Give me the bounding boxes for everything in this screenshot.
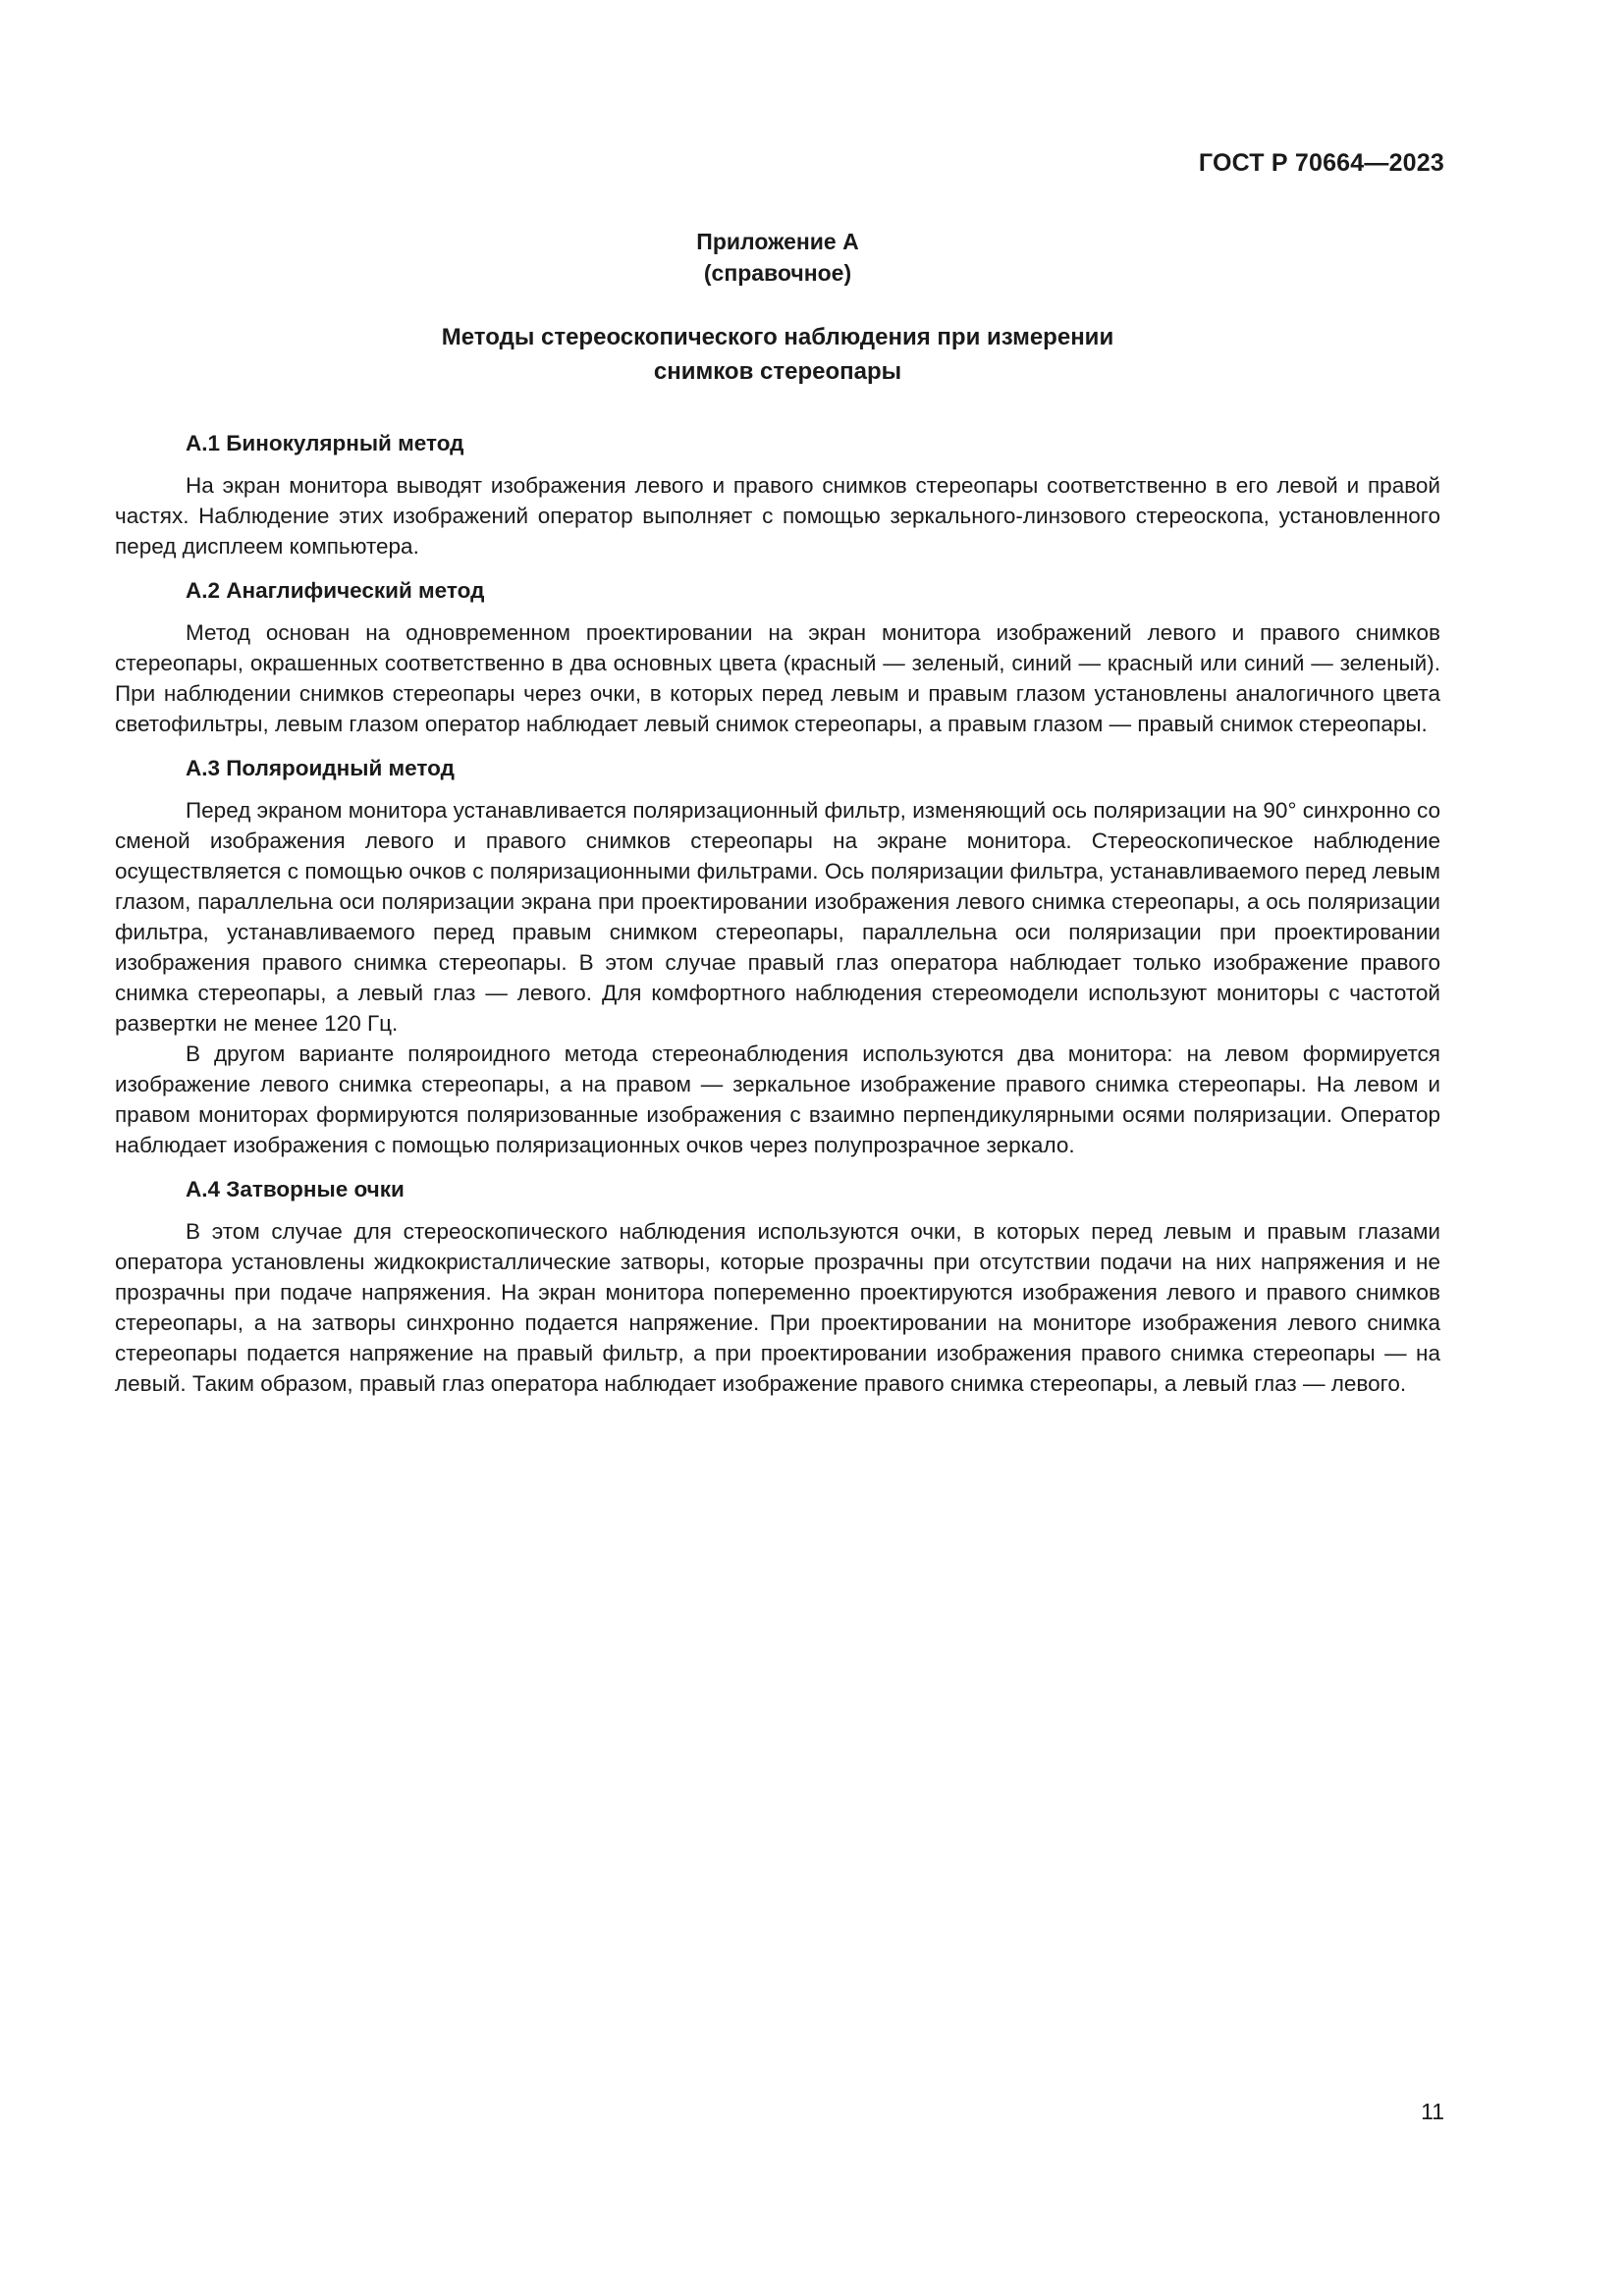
appendix-title <box>115 320 1440 389</box>
section-a1 <box>115 428 1440 561</box>
paragraph: На экран монитора выводят изображения левого и правого снимков стереопары соответственно в его левой и правой частях. Наблюдение этих изображений оператор выполняет с помощью зеркального-линзового стереоскопа, установленного перед дисплеем компьютера. <box>115 473 1440 559</box>
appendix-status: (справочное) <box>703 260 852 286</box>
section-heading: А.2 Анаглифический метод <box>186 578 485 603</box>
section-heading: А.3 Поляроидный метод <box>186 756 455 780</box>
appendix-header <box>115 226 1440 289</box>
paragraph: В другом варианте поляроидного метода стереонаблюдения используются два монитора: на левом формируется изображение левого снимка стереопары, а на правом — зеркальное изображение правого снимка стереопары. На левом и правом мониторах формируются поляризованные изображения с взаимно перпендикулярными осями поляризации. Оператор наблюдает изображения с помощью поляризационных очков через полупрозрачное зеркало. <box>115 1041 1440 1157</box>
section-heading: А.4 Затворные очки <box>186 1177 405 1201</box>
paragraph: Перед экраном монитора устанавливается поляризационный фильтр, изменяющий ось поляризации на 90° синхронно со сменой изображения левого и правого снимков стереопары на экране монитора. Стереоскопическое наблюдение осуществляется с помощью очков с поляризационными фильтрами. Ось поляризации фильтра, устанавливаемого перед левым глазом, параллельна оси поляризации экрана при проектировании изображения левого снимка стереопары, а ось поляризации фильтра, устанавливаемого перед правым снимком стереопары, параллельна оси поляризации при проектировании изображения правого снимка стереопары. В этом случае правый глаз оператора наблюдает только изображение правого снимка стереопары, а левый глаз — левого. Для комфортного наблюдения стереомодели используют мониторы с частотой развертки не менее 120 Гц. <box>115 798 1440 1036</box>
section-a4 <box>115 1174 1440 1399</box>
section-heading: А.1 Бинокулярный метод <box>186 431 464 455</box>
appendix-title-line-2: снимков стереопары <box>653 358 902 385</box>
appendix-label: Приложение А <box>696 229 859 254</box>
paragraph: Метод основан на одновременном проектировании на экран монитора изображений левого и правого снимков стереопары, окрашенных соответственно в два основных цвета (красный — зеленый, синий — красный или синий — зеленый). При наблюдении снимков стереопары через очки, в которых перед левым и правым глазом установлены аналогичного цвета светофильтры, левым глазом оператор наблюдает левый снимок стереопары, а правым глазом — правый снимок стереопары. <box>115 620 1440 736</box>
page-content <box>115 226 1440 1413</box>
appendix-title-line-1: Методы стереоскопического наблюдения при измерении <box>441 324 1114 350</box>
page-number: 11 <box>1421 2099 1444 2124</box>
section-a3 <box>115 753 1440 1160</box>
section-a2 <box>115 575 1440 739</box>
paragraph: В этом случае для стереоскопического наблюдения используются очки, в которых перед левым и правым глазами оператора установлены жидкокристаллические затворы, которые прозрачны при отсутствии подачи на них напряжения и не прозрачны при подаче напряжения. На экран монитора попеременно проектируются изображения левого и правого снимков стереопары, а на затворы синхронно подается напряжение. При проектировании на мониторе изображения левого снимка стереопары подается напряжение на правый фильтр, а при проектировании изображения правого снимка стереопары — на левый. Таким образом, правый глаз оператора наблюдает изображение правого снимка стереопары, а левый глаз — левого. <box>115 1219 1440 1396</box>
standard-number: ГОСТ Р 70664—2023 <box>1198 149 1444 177</box>
